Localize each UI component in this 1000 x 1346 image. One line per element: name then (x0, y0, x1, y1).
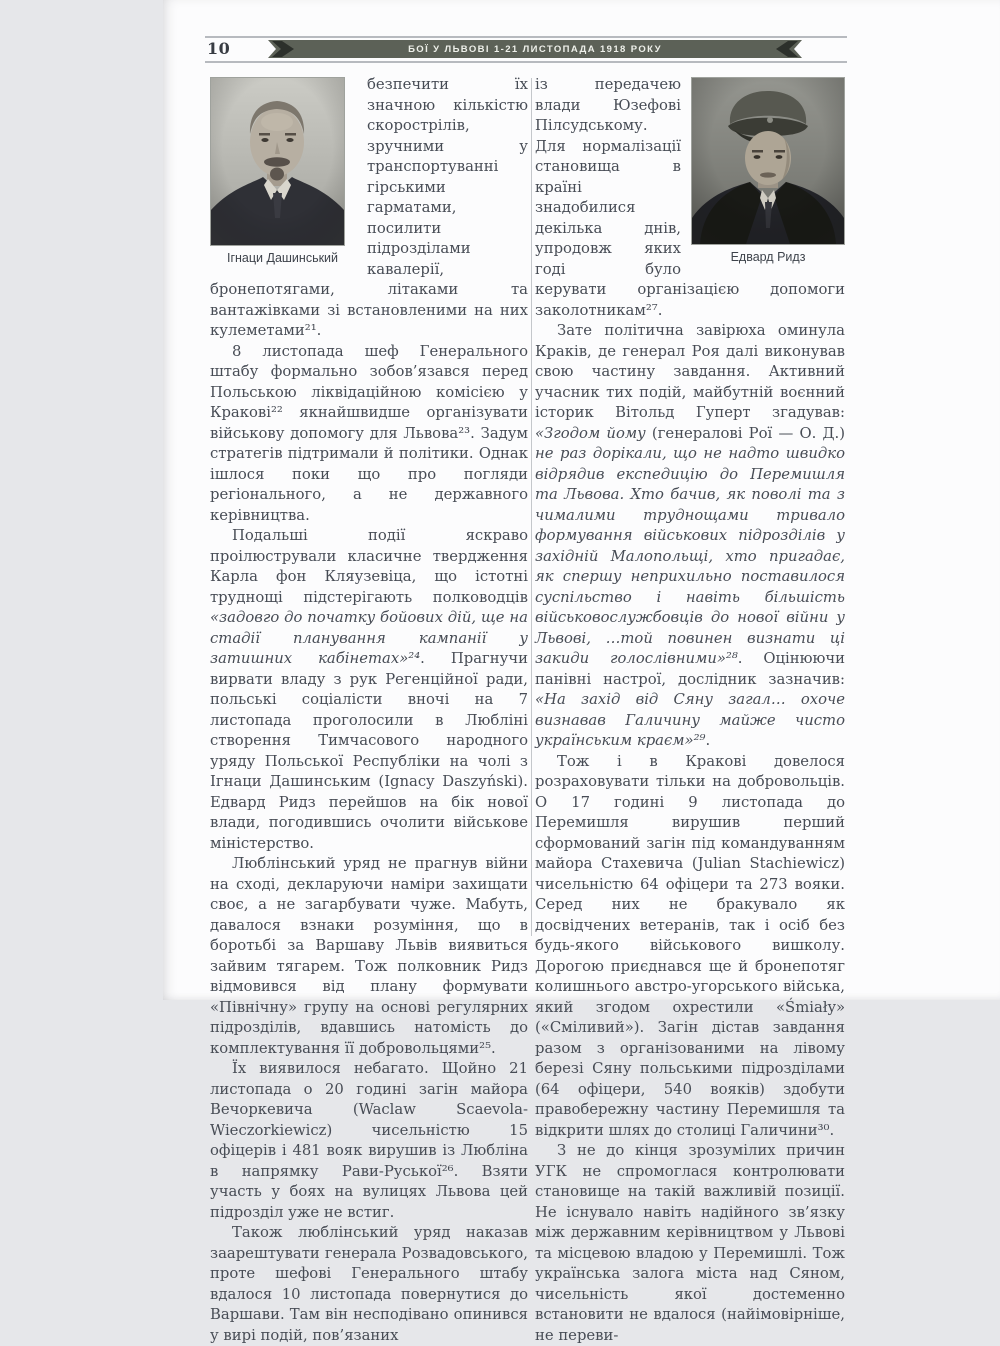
text-segment: Зате політична завірюха оминула Краків, де генерал Роя далі виконував свою частину завдання. Активний учасник тих подій, майбутній воєнний історик Вітольд Гуперт згадував: (535, 322, 845, 421)
figure-rydz (691, 77, 845, 264)
portrait-photo-rydz (691, 77, 845, 245)
text-segment: 8 листопада шеф Генерального штабу формально зобов’язався перед Польською ліквідаційною комісією у Кракові²² якнайшвидше організувати військову допомогу для Львова²³. Задум стратегів підтримали й політики. Однак ішлося поки що про погляди регіонального, а не державного керівництва. (210, 342, 528, 524)
header-ribbon (268, 40, 802, 58)
text-segment: Подальші події яскраво проілюстрували класичне твердження Карла фон Кляузевіца, що істотні труднощі підстерігають полководців (210, 527, 528, 606)
text-segment: Тож і в Кракові довелося розраховувати тільки на добровольців. О 17 годині 9 листопада до Перемишля вирушив перший сформований загін під командуванням майора Стахевича (Julian Stachiewicz) чисельністю 64 офіцери та 273 вояки. Серед них не бракувало як досвідчених ветеранів, так і осіб без будь-якого військового вишколу. Дорогою приєднався ще й бронепотяг колишнього австро-угорського війська, який згодом охрестили «Śmiały» («Сміливий»). Загін дістав завдання разом з організованими на лівому березі Сяну польськими підрозділами (64 офіцери, 540 вояків) здобути правобережну частину Перемишля та відкрити шлях до столиці Галичини³⁰. (535, 752, 845, 1139)
text-segment: . (705, 732, 711, 749)
paragraph (210, 1059, 528, 1223)
text-segment: «На захід від Сяну загал… охоче визнавав Галичину майже чисто українським краєм»²⁹ (535, 691, 845, 749)
text-segment: із передачею влади Юзефові Пілсудському. Для нормалізації становища в країні знадобилися декілька днів, упродовж яких годі було керувати організацією допомоги заколотникам²⁷. (535, 76, 845, 319)
running-head-title: БОЇ У ЛЬВОВІ 1-21 ЛИСТОПАДА 1918 РОКУ (408, 44, 662, 55)
paragraph (210, 342, 528, 527)
page-number: 10 (207, 39, 231, 58)
paragraph (535, 321, 845, 752)
text-segment: Також люблінський уряд наказав заарештувати генерала Розвадовського, проте шефові Генерального штабу вдалося 10 листопада повернутися до Варшави. Там він несподівано опинився у вирі подій, пов’язаних (210, 1224, 528, 1344)
text-segment: З не до кінця зрозумілих причин УГК не спромоглася контролювати становище на такій важливій позиції. Не існувало навіть надійного зв’язку між державним керівництвом у Львові та місцевою владою у Перемишлі. Тож українська залога міста над Сяном, чисельність якої достеменно встановити не вдалося (найімовірніше, не переви- (535, 1142, 845, 1344)
paragraph (535, 1141, 845, 1346)
text-segment: не раз дорікали, що не надто швидко відрядив експедицію до Перемишля та Львова. Хто бачив, як поволі та з чималими труднощами тривало формування військових підрозділів у західній Малопольщі, хто пригадає, як спершу неприхильно поставилося суспільство і навіть більшість військовослужбовців до нової війни у Львові, …той повинен визнати ці закиди голослівними»²⁸ (535, 445, 845, 667)
column-right (535, 75, 845, 1346)
text-segment: «Згодом йому (535, 424, 652, 442)
header-rule-top (205, 36, 847, 38)
figure-caption-rydz: Едвард Ридз (730, 250, 806, 264)
column-divider (531, 78, 532, 936)
figure-dashynskyi (210, 77, 355, 265)
text-segment: безпечити їх значною кількістю скорострілів, зручними у транспортуванні гірськими гарматами, посилити підрозділами кавалерії, бронепотягами, літаками та вантажівками зі встановленими на них кулеметами²¹. (210, 76, 528, 339)
paragraph (210, 1223, 528, 1346)
text-segment: . Оцінюючи панівні настрої, дослідник зазначив: (535, 650, 845, 688)
text-segment: (генералові Рої — О. Д.) (651, 424, 845, 442)
paragraph (210, 854, 528, 1059)
paragraph (210, 526, 528, 854)
figure-caption-dashynskyi: Ігнаци Дашинський (226, 251, 339, 265)
paragraph (535, 752, 845, 1142)
book-page (163, 0, 1000, 1344)
text-segment: Їх виявилося небагато. Щойно 21 листопада о 20 годині загін майора Вечоркевича (Waclaw Scaevola-Wieczorkiewicz) чисельністю 15 офіцерів і 481 вояк вирушив із Любліна в напрямку Рави-Руської²⁶. Взяти участь у боях на вулицях Львова цей підрозділ уже не встиг. (210, 1060, 528, 1221)
text-segment: «задовго до початку бойових дій, ще на стадії планування кампанії у затишних кабінетах»²⁴ (210, 609, 528, 667)
portrait-photo-dashynskyi (210, 77, 345, 246)
text-segment: . Прагнучи вирвати владу з рук Регенційної ради, польські соціалісти вночі на 7 листопада проголосили в Любліні створення Тимчасового народного уряду Польської Республіки на чолі з Ігнаци Дашинським (Ignacy Daszyński). Едвард Ридз перейшов на бік нової влади, погодившись очолити військове міністерство. (210, 650, 528, 852)
column-left (210, 75, 528, 1346)
header-rule-bottom (205, 61, 847, 63)
text-segment: Люблінський уряд не прагнув війни на сході, декларуючи наміри захищати своє, а не загарбувати чуже. Мабуть, давалося взнаки розуміння, що в боротьбі за Варшаву Львів виявиться зайвим тягарем. Тож полковник Ридз відмовився від плану формувати «Північну» групу на основі регулярних підрозділів, вдавшись натомість до комплектування її добровольцями²⁵. (210, 855, 528, 1057)
